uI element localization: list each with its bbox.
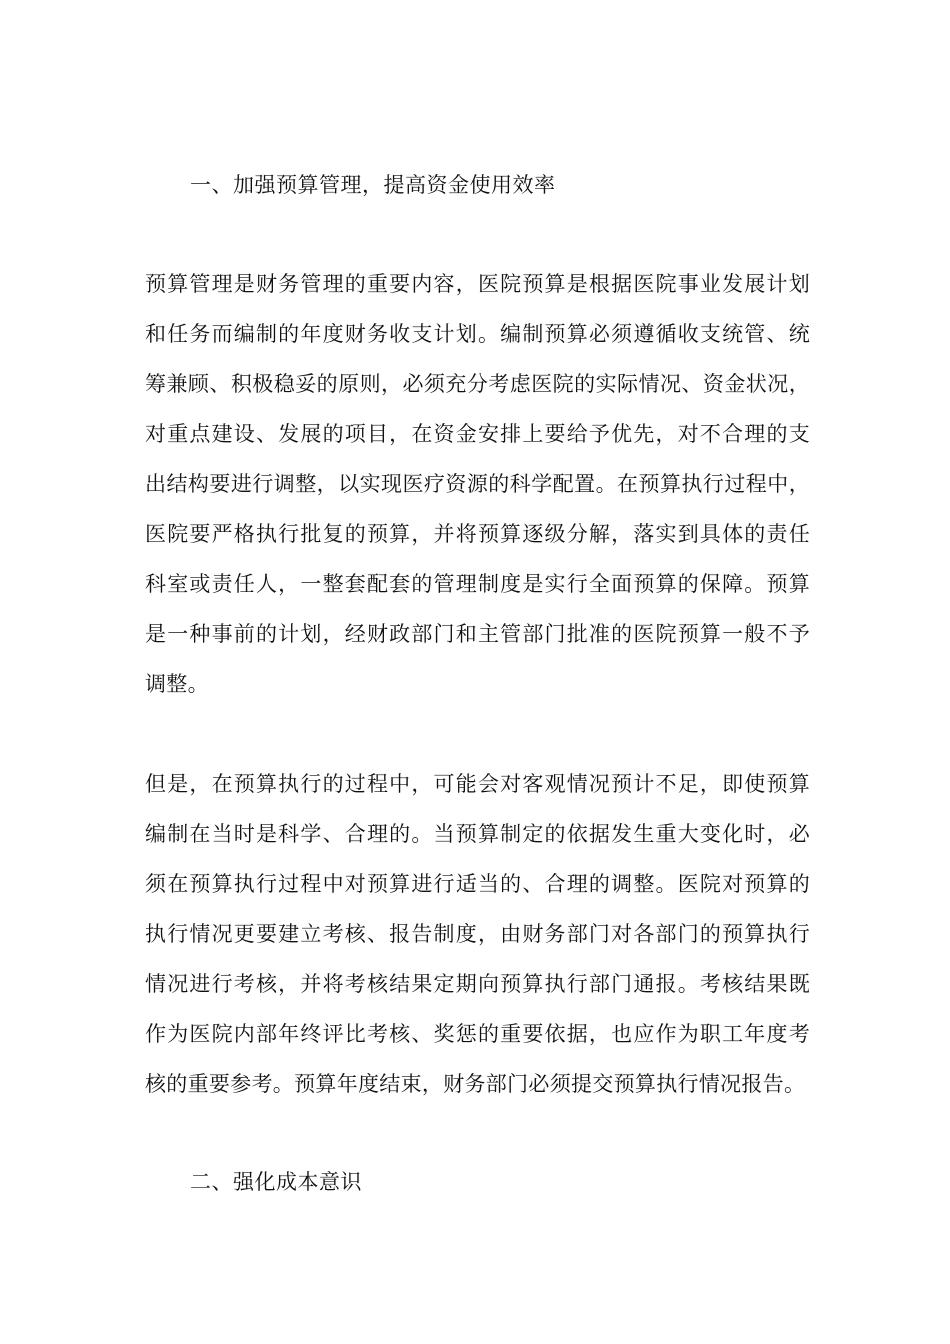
- paragraph-line: 执行情况更要建立考核、报告制度，由财务部门对各部门的预算执行: [145, 922, 810, 946]
- section-heading-1: 一、加强预算管理，提高资金使用效率: [190, 173, 556, 197]
- paragraph-line: 出结构要进行调整，以实现医疗资源的科学配置。在预算执行过程中，: [145, 472, 810, 496]
- paragraph-line: 筹兼顾、积极稳妥的原则，必须充分考虑医院的实际情况、资金状况，: [145, 372, 810, 396]
- paragraph-1: [145, 259, 810, 709]
- paragraph-line: 须在预算执行过程中对预算进行适当的、合理的调整。医院对预算的: [145, 872, 810, 896]
- paragraph-line: 情况进行考核，并将考核结果定期向预算执行部门通报。考核结果既: [145, 972, 810, 996]
- paragraph-line: 核的重要参考。预算年度结束，财务部门必须提交预算执行情况报告。: [145, 1072, 806, 1096]
- paragraph-line: 医院要严格执行批复的预算，并将预算逐级分解，落实到具体的责任: [145, 522, 810, 546]
- paragraph-line: 是一种事前的计划，经财政部门和主管部门批准的医院预算一般不予: [145, 622, 810, 646]
- paragraph-2: [145, 759, 810, 1109]
- paragraph-line: 科室或责任人，一整套配套的管理制度是实行全面预算的保障。预算: [145, 572, 810, 596]
- paragraph-line: 编制在当时是科学、合理的。当预算制定的依据发生重大变化时，必: [145, 822, 810, 846]
- paragraph-line: 预算管理是财务管理的重要内容，医院预算是根据医院事业发展计划: [145, 272, 810, 296]
- paragraph-line: 但是，在预算执行的过程中，可能会对客观情况预计不足，即使预算: [145, 772, 810, 796]
- paragraph-line: 作为医院内部年终评比考核、奖惩的重要依据，也应作为职工年度考: [145, 1022, 810, 1046]
- paragraph-line: 和任务而编制的年度财务收支计划。编制预算必须遵循收支统管、统: [145, 322, 810, 346]
- paragraph-line: 对重点建设、发展的项目，在资金安排上要给予优先，对不合理的支: [145, 422, 810, 446]
- paragraph-line: 调整。: [145, 672, 209, 696]
- section-heading-2: 二、强化成本意识: [190, 1170, 362, 1194]
